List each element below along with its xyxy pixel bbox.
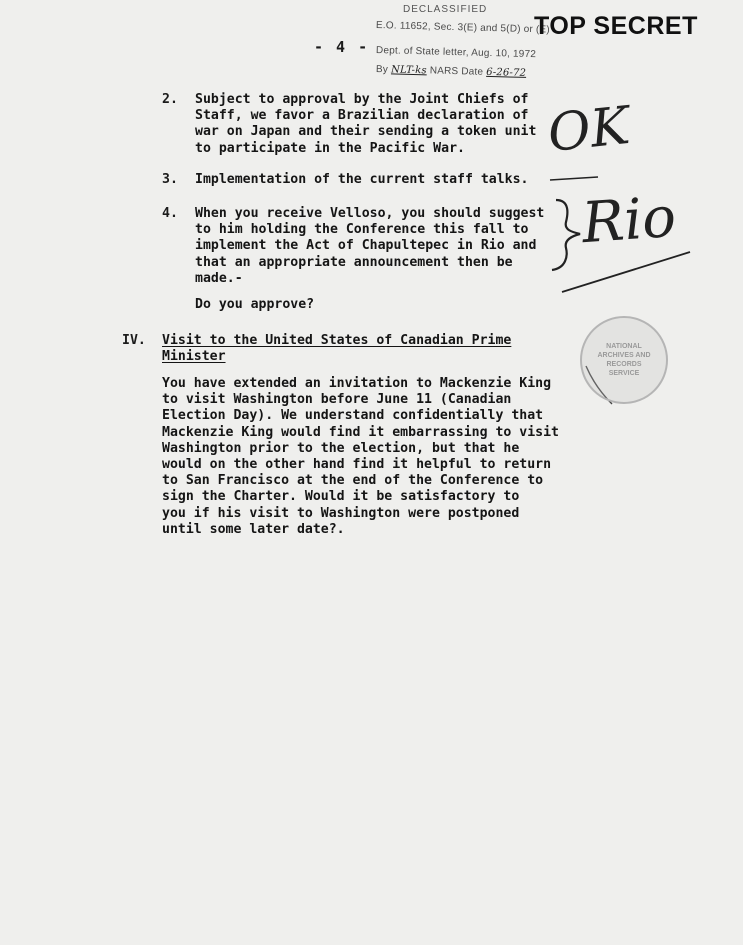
text-line: implement the Act of Chapultepec in Rio and xyxy=(195,238,537,254)
text-line: Washington prior to the election, but that he xyxy=(162,440,520,456)
text-line: to San Francisco at the end of the Conference to xyxy=(162,473,544,489)
item-number: 4. xyxy=(162,206,178,221)
text-line: to visit Washington before June 11 (Canadian xyxy=(162,392,512,408)
dept-letter-line: Dept. of State letter, Aug. 10, 1972 xyxy=(375,45,537,61)
text-line: that an appropriate announcement then be xyxy=(195,254,513,270)
by-initials: NLT-ks xyxy=(390,64,427,77)
title-line: Minister xyxy=(162,349,226,365)
item-number: 2. xyxy=(162,92,178,107)
text-line: Implementation of the current staff talks. xyxy=(195,172,529,187)
classification-marking: TOP SECRET xyxy=(534,12,698,40)
handwritten-brace xyxy=(552,200,580,270)
approval-question: Do you approve? xyxy=(195,297,315,312)
text-line: made.- xyxy=(195,270,243,286)
item-number: 3. xyxy=(162,172,178,187)
text-line: would on the other hand find it helpful to return xyxy=(162,457,552,473)
archive-stamp-text xyxy=(582,342,666,378)
text-line: Subject to approval by the Joint Chiefs of xyxy=(195,92,529,107)
nars-label: NARS Date xyxy=(429,65,484,78)
text-line: Election Day). We understand confidentially that xyxy=(162,408,544,424)
archive-stamp-seal xyxy=(580,316,668,404)
section-number: IV. xyxy=(122,333,146,348)
text-line: war on Japan and their sending a token unit xyxy=(195,124,537,140)
stamp-line: RECORDS xyxy=(606,361,642,368)
stamp-line: NATIONAL xyxy=(606,343,642,350)
page-number: - 4 - xyxy=(314,38,370,56)
handwritten-dash xyxy=(550,177,598,180)
declassified-stamp: DECLASSIFIED xyxy=(403,4,488,15)
text-line: sign the Charter. Would it be satisfactory to xyxy=(162,489,520,505)
nars-date: 6-26-72 xyxy=(486,66,527,79)
handwritten-rio: Rio xyxy=(579,184,678,257)
text-line: you if his visit to Washington were postponed xyxy=(162,505,520,521)
stamp-line: ARCHIVES AND xyxy=(597,352,651,359)
text-line: to him holding the Conference this fall to xyxy=(195,222,529,238)
text-line: When you receive Velloso, you should suggest xyxy=(195,206,545,221)
handwritten-stroke xyxy=(562,252,690,292)
by-label: By xyxy=(375,64,389,76)
handwritten-ok: OK xyxy=(545,95,633,165)
text-line: to participate in the Pacific War. xyxy=(195,140,465,156)
eo-line: E.O. 11652, Sec. 3(E) and 5(D) or (E) xyxy=(375,20,551,36)
stamp-line: SERVICE xyxy=(608,370,640,377)
title-line: Visit to the United States of Canadian Prime xyxy=(162,333,512,348)
text-line: Staff, we favor a Brazilian declaration of xyxy=(195,108,529,124)
text-line: You have extended an invitation to Mackenzie King xyxy=(162,376,552,391)
text-line: Mackenzie King would find it embarrassing to visit xyxy=(162,424,559,440)
text-line: until some later date?. xyxy=(162,521,345,537)
